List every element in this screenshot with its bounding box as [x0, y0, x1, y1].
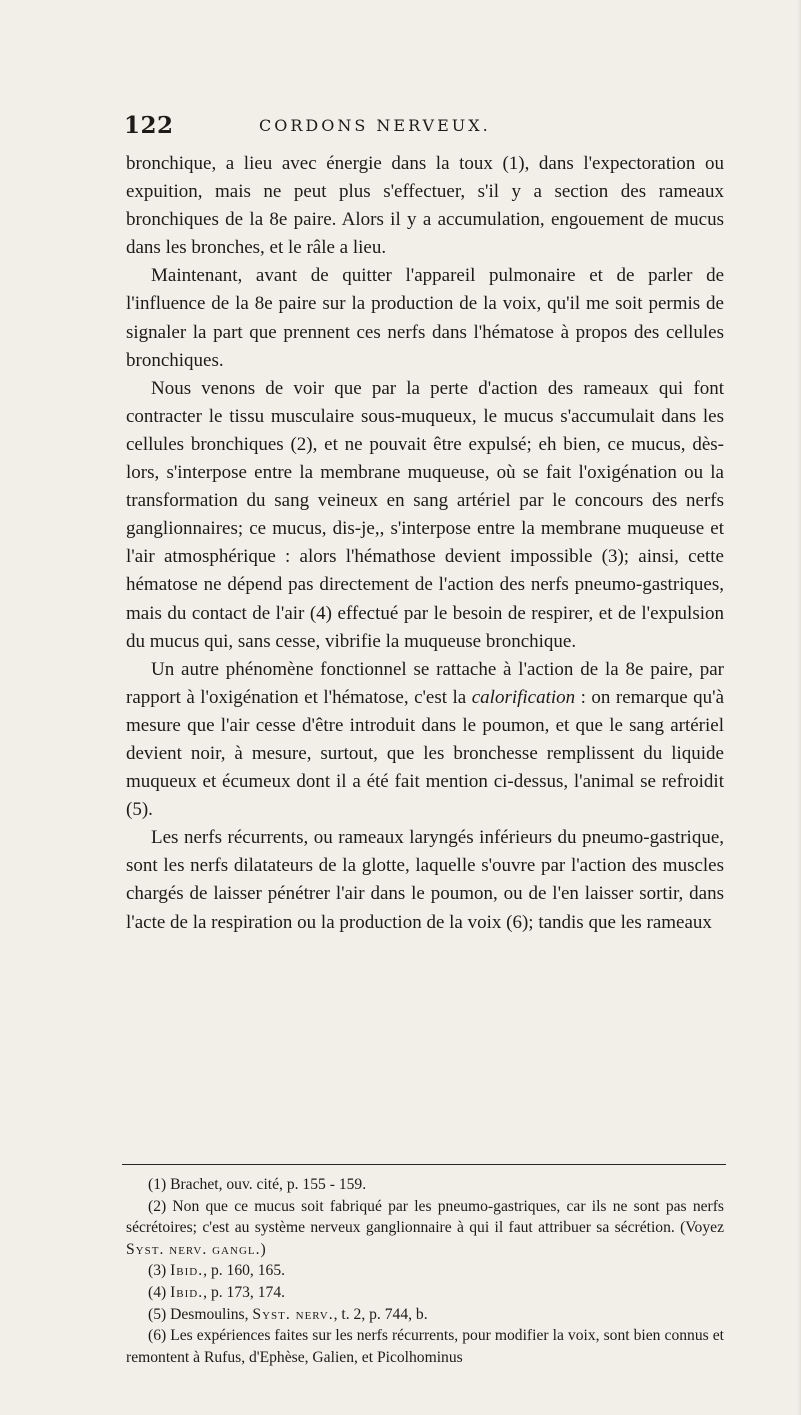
footnote-5-author: (5) Desmoulins, [148, 1305, 253, 1323]
page-edge-shadow [797, 0, 801, 1415]
paragraph-4-start: Un autre phénomène fonctionnel se rattache à l'action de la 8e paire, par rapport à l'oxigénation et l'hématose, c'est la [126, 658, 724, 708]
footnote-2-close: ) [260, 1240, 266, 1258]
paragraph-4 [126, 656, 724, 825]
footnote-3-num: (3) [148, 1262, 171, 1280]
footnote-2-text: (2) Non que ce mucus soit fabriqué par les pneumo-gastriques, car ils ne sont pas nerfs sécrétoires; c'est au système nerveux ganglionnaire à qui il faut attribuer sa sécrétion. (Voyez [126, 1197, 724, 1237]
page-number: 122 [124, 112, 174, 139]
body-text [126, 150, 724, 937]
footnote-4-num: (4) [148, 1283, 171, 1301]
footnote-6: (6) Les expériences faites sur les nerfs récurrents, pour modifier la voix, sont bien connus et remontent à Rufus, d'Ephèse, Galien, et Picolhominus [126, 1327, 724, 1366]
footnote-3 [126, 1260, 724, 1282]
footnote-3-pages: , p. 160, 165. [203, 1262, 286, 1280]
footnote-2-ref: Syst. nerv. gangl. [126, 1240, 261, 1258]
footnote-divider [122, 1164, 726, 1165]
paragraph-2: Maintenant, avant de quitter l'appareil pulmonaire et de parler de l'influence de la 8e paire sur la production de la voix, qu'il me soit permis de signaler la part que prennent ces nerfs dans l'hématose à propos des cellules bronchiques. [126, 265, 724, 371]
footnote-1: (1) Brachet, ouv. cité, p. 155 - 159. [148, 1176, 367, 1193]
footnotes [126, 1174, 724, 1368]
paragraph-3: Nous venons de voir que par la perte d'action des rameaux qui font contracter le tissu musculaire sous-muqueux, le mucus s'accumulait dans les cellules bronchiques (2), et ne pouvait être expulsé; eh bien, ce mucus, dès-lors, s'interpose entre la membrane muqueuse, où se fait l'oxigénation ou la transformation du sang veineux en sang artériel par le concours des nerfs ganglionnaires; ce mucus, dis-je,, s'interpose entre la membrane muqueuse et l'air atmosphérique : alors l'hémathose devient impossible (3); ainsi, cette hématose ne dépend pas directement de l'action des nerfs pneumo-gastriques, mais du contact de l'air (4) effectué par le besoin de respirer, et de l'expulsion du mucus qui, sans cesse, vibrifie la muqueuse bronchique. [126, 377, 724, 652]
calorification-term: calorification [471, 686, 576, 708]
footnote-5-pages: , t. 2, p. 744, b. [333, 1305, 428, 1323]
footnote-3-ibid: Ibid. [170, 1262, 204, 1280]
footnote-4-pages: , p. 173, 174. [203, 1283, 286, 1301]
page-header [124, 112, 724, 146]
paragraph-4-end: : on remarque qu'à mesure que l'air cesse d'être introduit dans le poumon, et que le sang artériel devient noir, à mesure, surtout, que les bronchesse remplissent du liquide muqueux et écumeux dont il a été fait mention ci-dessus, l'animal se refroidit (5). [126, 686, 724, 821]
footnote-4-ibid: Ibid. [170, 1283, 204, 1301]
paragraph-5: Les nerfs récurrents, ou rameaux laryngés inférieurs du pneumo-gastrique, sont les nerfs dilatateurs de la glotte, laquelle s'ouvre par l'action des muscles chargés de laisser pénétrer l'air dans le poumon, ou de l'en laisser sortir, dans l'acte de la respiration ou la production de la voix (6); tandis que les rameaux [126, 827, 724, 933]
footnote-5-ref: Syst. nerv. [252, 1305, 334, 1323]
paragraph-1: bronchique, a lieu avec énergie dans la toux (1), dans l'expectoration ou expuition, mais ne peut plus s'effectuer, s'il y a section des rameaux bronchiques de la 8e paire. Alors il y a accumulation, engouement de mucus dans les bronches, et le râle a lieu. [126, 153, 724, 259]
footnote-2 [126, 1196, 724, 1261]
running-title: CORDONS NERVEUX. [259, 116, 491, 135]
footnote-4 [126, 1282, 724, 1304]
footnote-5 [126, 1304, 724, 1326]
